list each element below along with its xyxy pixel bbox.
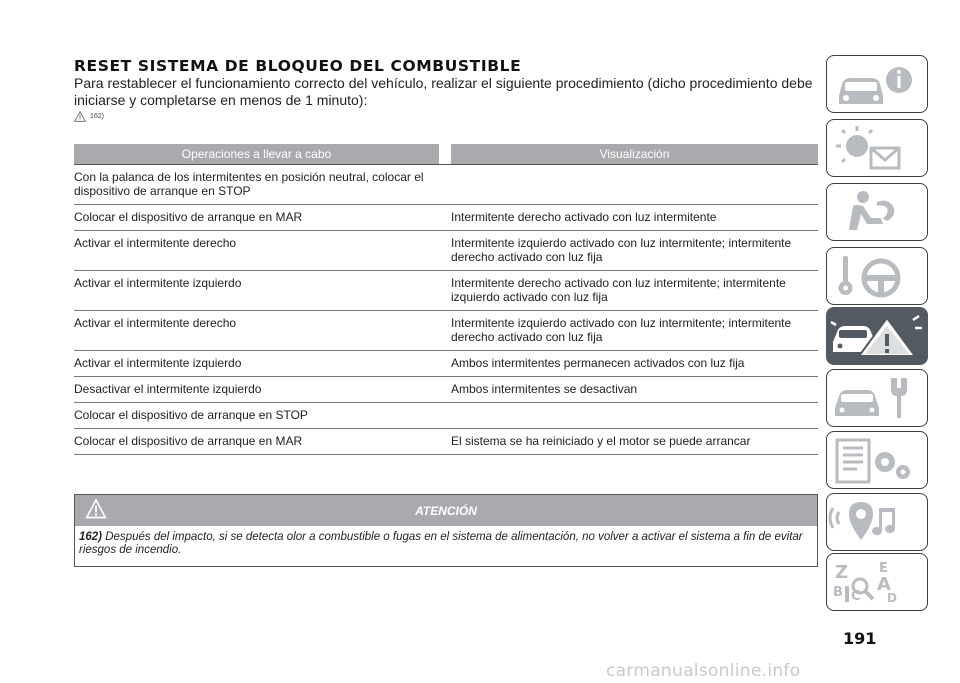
display-cell: Ambos intermitentes permanecen activados con luz fija bbox=[451, 356, 745, 370]
warning-box bbox=[74, 494, 818, 567]
table-row bbox=[74, 311, 818, 351]
svg-text:E: E bbox=[879, 561, 888, 576]
warning-body bbox=[75, 526, 817, 557]
tab-car-info[interactable] bbox=[826, 55, 928, 113]
table-row bbox=[74, 231, 818, 271]
table-row bbox=[74, 271, 818, 311]
column-header-operations: Operaciones a llevar a cabo bbox=[74, 144, 439, 164]
reference-number: 162) bbox=[90, 113, 105, 120]
tab-technical-data[interactable] bbox=[826, 431, 928, 489]
tab-emergency[interactable] bbox=[826, 307, 928, 365]
display-cell: Intermitente derecho activado con luz intermitente bbox=[451, 210, 717, 224]
technical-data-icon bbox=[827, 432, 928, 489]
operation-cell: Activar el intermitente derecho bbox=[74, 236, 237, 250]
display-cell: Ambos intermitentes se desactivan bbox=[451, 382, 638, 396]
operation-cell: Activar el intermitente izquierdo bbox=[74, 356, 242, 370]
tab-warning-lights[interactable] bbox=[826, 119, 928, 177]
display-cell: El sistema se ha reiniciado y el motor se puede arrancar bbox=[451, 434, 751, 448]
car-maintenance-icon bbox=[827, 370, 928, 427]
svg-text:D: D bbox=[887, 591, 897, 605]
tab-maintenance[interactable] bbox=[826, 369, 928, 427]
svg-text:Z: Z bbox=[835, 562, 849, 583]
table-header bbox=[74, 144, 818, 164]
operation-cell: Activar el intermitente derecho bbox=[74, 316, 237, 330]
table-row bbox=[74, 164, 818, 205]
section-title: RESET SISTEMA DE BLOQUEO DEL COMBUSTIBLE bbox=[74, 57, 522, 75]
table-body bbox=[74, 164, 818, 455]
warning-triangle-icon bbox=[74, 111, 86, 122]
warning-header bbox=[75, 495, 817, 526]
footer-watermark: carmanualsonline.info bbox=[606, 661, 801, 681]
operation-cell: Colocar el dispositivo de arranque en MAR bbox=[74, 434, 303, 448]
table-row bbox=[74, 403, 818, 429]
intro-paragraph: Para restablecer el funcionamiento correcto del vehículo, realizar el siguiente procedimiento (dicho procedimiento debe iniciarse y completarse en menos de 1 minuto): bbox=[74, 75, 813, 108]
operation-cell: Colocar el dispositivo de arranque en STOP bbox=[74, 408, 308, 422]
operation-cell: Con la palanca de los intermitentes en posición neutral, colocar el dispositivo de arranque en STOP bbox=[74, 170, 424, 198]
column-header-display: Visualización bbox=[451, 144, 818, 164]
multimedia-icon bbox=[827, 494, 928, 551]
warning-number: 162) bbox=[79, 531, 103, 543]
tab-index[interactable] bbox=[826, 553, 928, 611]
key-steering-wheel-icon bbox=[827, 248, 928, 305]
car-info-icon bbox=[827, 56, 928, 113]
tab-safety[interactable] bbox=[826, 183, 928, 241]
display-cell bbox=[451, 408, 818, 422]
svg-text:A: A bbox=[877, 574, 891, 595]
display-cell: Intermitente derecho activado con luz intermitente; intermitente izquierdo activado con luz fija bbox=[451, 276, 786, 304]
emergency-car-icon bbox=[827, 308, 928, 365]
svg-text:C: C bbox=[851, 589, 861, 604]
table-row bbox=[74, 377, 818, 403]
procedure-table bbox=[74, 144, 818, 455]
svg-text:B: B bbox=[833, 585, 843, 600]
display-cell: Intermitente izquierdo activado con luz intermitente; intermitente derecho activado con luz fija bbox=[451, 236, 792, 264]
operation-cell: Desactivar el intermitente izquierdo bbox=[74, 382, 262, 396]
warning-text: Después del impacto, si se detecta olor a combustible o fugas en el sistema de alimentación, no volver a activar el sistema a fin de evitar riesgos de incendio. bbox=[79, 531, 803, 556]
operation-cell: Colocar el dispositivo de arranque en MAR bbox=[74, 210, 303, 224]
airbag-seat-icon bbox=[827, 184, 928, 241]
table-row bbox=[74, 205, 818, 231]
warning-light-message-icon bbox=[827, 120, 928, 177]
warning-reference[interactable] bbox=[74, 111, 104, 122]
table-row bbox=[74, 351, 818, 377]
display-cell: Intermitente izquierdo activado con luz intermitente; intermitente derecho activado con luz fija bbox=[451, 316, 792, 344]
tab-starting-driving[interactable] bbox=[826, 247, 928, 305]
warning-title: ATENCIÓN bbox=[415, 504, 477, 518]
table-row bbox=[74, 429, 818, 455]
tab-multimedia[interactable] bbox=[826, 493, 928, 551]
operation-cell: Activar el intermitente izquierdo bbox=[74, 276, 242, 290]
display-cell bbox=[451, 170, 818, 198]
alphabetical-index-icon bbox=[827, 554, 928, 611]
page-number: 191 bbox=[843, 629, 877, 648]
